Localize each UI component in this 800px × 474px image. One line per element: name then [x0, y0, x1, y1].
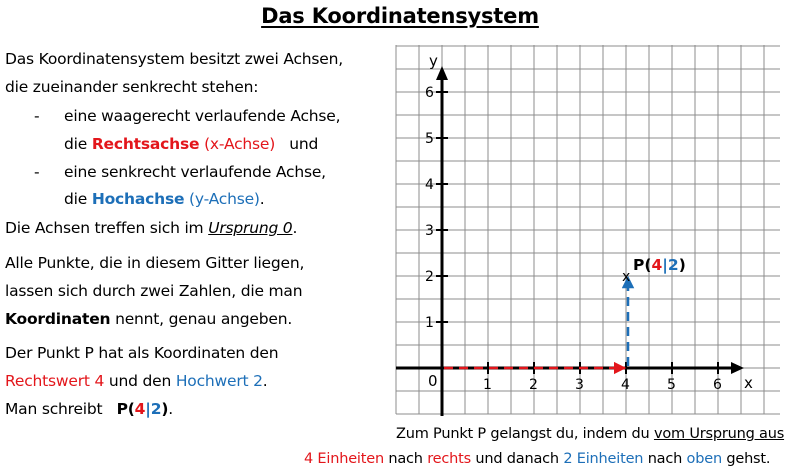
text-line-6-pre: die [64, 190, 92, 208]
point-notation-x: 4 [134, 400, 146, 418]
text-line-1: Das Koordinatensystem besitzt zwei Achsen, [5, 50, 343, 68]
y-tick-label: 3 [425, 223, 434, 239]
x-tick-label: 1 [483, 377, 492, 393]
term-koordinaten: Koordinaten [5, 310, 111, 328]
point-label-y: 2 [667, 256, 679, 274]
point-notation-close: ) [161, 400, 169, 418]
x-axis-arrow [731, 362, 744, 374]
text-line-6-post: . [259, 190, 265, 208]
term-ursprung: Ursprung 0 [208, 219, 293, 237]
caption-line-1 [396, 426, 784, 442]
text-line-3-content: eine waagerecht verlaufende Achse, [64, 107, 341, 125]
y-tick-label: 6 [425, 85, 434, 101]
x-tick-label: 2 [529, 377, 538, 393]
term-y-achse: (y-Achse) [189, 190, 260, 208]
term-hochwert: Hochwert 2 [175, 372, 263, 390]
bullet-dash: - [34, 107, 40, 125]
point-label [633, 256, 686, 275]
x-axis-label: x [744, 374, 753, 392]
text-line-7-pre: Die Achsen treffen sich im [5, 219, 209, 237]
caption-ursprung: vom Ursprung aus [653, 426, 785, 442]
text-line-11: Der Punkt P hat als Koordinaten den [5, 344, 279, 362]
x-tick-label: 5 [667, 377, 676, 393]
point-notation-sep: | [145, 400, 151, 418]
y-tick-label: 5 [425, 131, 434, 147]
text-line-8: Alle Punkte, die in diesem Gitter liegen, [5, 254, 305, 272]
caption-nach-2: nach [643, 451, 687, 467]
origin-label: 0 [428, 372, 438, 390]
y-tick-label: 1 [425, 315, 434, 331]
text-line-12-mid: und den [104, 372, 176, 390]
y-tick-label: 2 [425, 269, 434, 285]
point-label-p: P( [633, 256, 652, 274]
grid [396, 45, 780, 414]
caption-rechts: rechts [427, 451, 471, 467]
caption-und-danach: und danach [470, 451, 564, 467]
x-tick-label: 3 [575, 377, 584, 393]
bullet-dash: - [34, 163, 40, 181]
text-line-5-content: eine senkrecht verlaufende Achse, [64, 163, 326, 181]
x-tick-label: 4 [621, 377, 630, 393]
text-line-7-post: . [292, 219, 298, 237]
caption-4-einheiten: 4 Einheiten [304, 451, 384, 467]
page-title: Das Koordinatensystem [261, 4, 539, 28]
text-line-2: die zueinander senkrecht stehen: [5, 78, 259, 96]
point-notation-p: P( [116, 400, 135, 418]
point-label-close: ) [678, 256, 686, 274]
text-line-13-pre: Man schreibt [5, 400, 103, 418]
point-label-sep: | [662, 256, 668, 274]
point-notation-y: 2 [150, 400, 162, 418]
text-line-13-dot: . [168, 400, 173, 418]
caption-line-1-pre: Zum Punkt P gelangst du, indem du [396, 426, 654, 442]
text-line-4-post: und [289, 135, 319, 153]
term-hochachse: Hochachse [91, 190, 185, 208]
point-marker: x [622, 269, 631, 285]
caption-oben: oben [686, 451, 722, 467]
caption-gehst: gehst. [721, 451, 771, 467]
x-tick-label: 6 [713, 377, 722, 393]
text-line-4-pre: die [64, 135, 92, 153]
term-x-achse: (x-Achse) [204, 135, 276, 153]
text-line-9: lassen sich durch zwei Zahlen, die man [5, 282, 303, 300]
caption-2-einheiten: 2 Einheiten [563, 451, 644, 467]
text-line-10-post: nennt, genau angeben. [110, 310, 293, 328]
caption-line-2 [304, 451, 770, 467]
point-label-x: 4 [651, 256, 663, 274]
y-tick-label: 4 [425, 177, 434, 193]
y-axis-label: y [429, 52, 438, 70]
caption-nach-1: nach [383, 451, 428, 467]
text-line-12-post: . [262, 372, 268, 390]
term-rechtsachse: Rechtsachse [91, 135, 200, 153]
term-rechtswert: Rechtswert 4 [5, 372, 105, 390]
